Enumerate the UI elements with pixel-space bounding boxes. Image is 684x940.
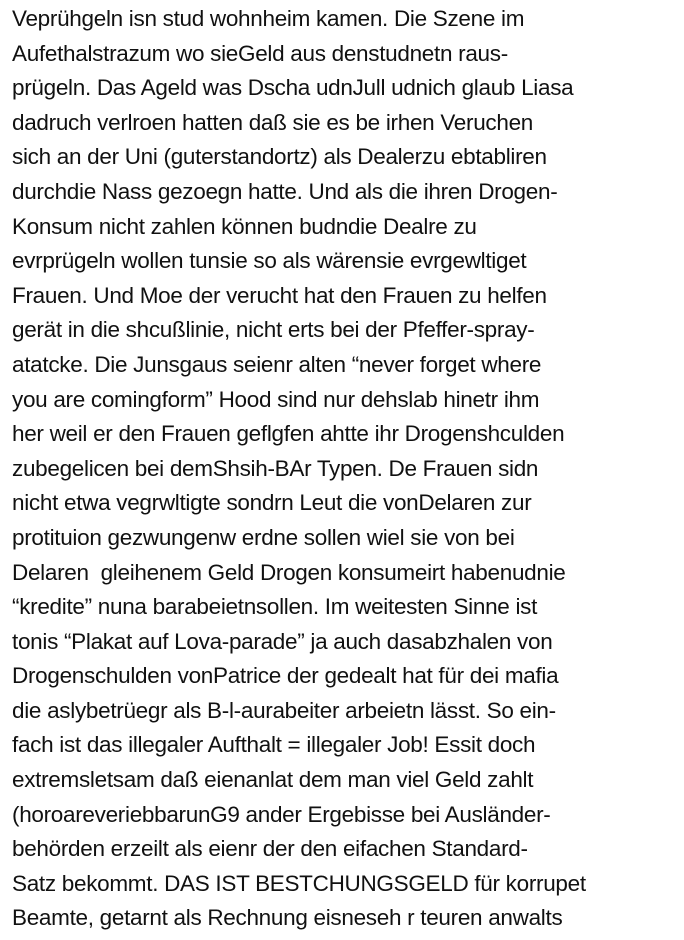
text-line-1: Veprühgeln isn stud wohnheim kamen. Die Szene im (12, 6, 525, 31)
text-line-6: durchdie Nass gezoegn hatte. Und als die ihren Drogen- (12, 178, 558, 204)
text-line-17: Delaren gleihenem Geld Drogen konsumeirt habenudnie (12, 559, 566, 585)
text-line-18: “kredite” nuna barabeietnsollen. Im weitesten Sinne ist (12, 594, 538, 620)
text-line-4: dadruch verlroen hatten daß sie es be irhen Veruchen (12, 109, 533, 135)
text-line-2: Aufethalstrazum wo sieGeld aus denstudnetn raus- (12, 40, 508, 66)
body-text (12, 2, 684, 936)
text-line-8: evrprügeln wollen tunsie so als wärensie evrgewltiget (12, 248, 527, 274)
text-line-21: die aslybetrüegr als B-l-aurabeiter arbeietn lässt. So ein- (12, 697, 556, 723)
text-line-14: zubegelicen bei demShsih-BAr Typen. De Frauen sidn (12, 455, 539, 481)
text-line-20: Drogenschulden vonPatrice der gedealt hat für dei mafia (12, 663, 559, 689)
text-line-26: Satz bekommt. DAS IST BESTCHUNGSGELD für korrupet (12, 870, 586, 896)
text-line-9: Frauen. Und Moe der verucht hat den Frauen zu helfen (12, 282, 547, 308)
text-line-7: Konsum nicht zahlen können budndie Dealre zu (12, 213, 477, 239)
text-line-23: extremsletsam daß eienanlat dem man viel Geld zahlt (12, 767, 534, 793)
text-line-12: you are comingform” Hood sind nur dehslab hinetr ihm (12, 386, 540, 412)
text-line-13: her weil er den Frauen geflgfen ahtte ihr Drogenshculden (12, 421, 565, 447)
text-line-25: behörden erzeilt als eienr der den eifachen Standard- (12, 836, 528, 862)
text-line-27: Beamte, getarnt als Rechnung eisneseh r teuren anwalts (12, 905, 563, 931)
text-line-16: protituion gezwungenw erdne sollen wiel sie von bei (12, 524, 515, 550)
text-line-15: nicht etwa vegrwltigte sondrn Leut die vonDelaren zur (12, 490, 532, 516)
text-line-19: tonis “Plakat auf Lova-parade” ja auch dasabzhalen von (12, 628, 553, 654)
text-line-10: gerät in die shcußlinie, nicht erts bei der Pfeffer-spray- (12, 317, 535, 343)
text-line-11: atatcke. Die Junsgaus seienr alten “never forget where (12, 351, 542, 377)
text-line-22: fach ist das illegaler Aufthalt = illegaler Job! Essit doch (12, 732, 536, 758)
text-line-5: sich an der Uni (guterstandortz) als Dealerzu ebtabliren (12, 144, 547, 170)
text-line-3: prügeln. Das Ageld was Dscha udnJull udnich glaub Liasa (12, 75, 574, 101)
text-line-24: (horoareveriebbarunG9 ander Ergebisse bei Ausländer- (12, 801, 551, 827)
